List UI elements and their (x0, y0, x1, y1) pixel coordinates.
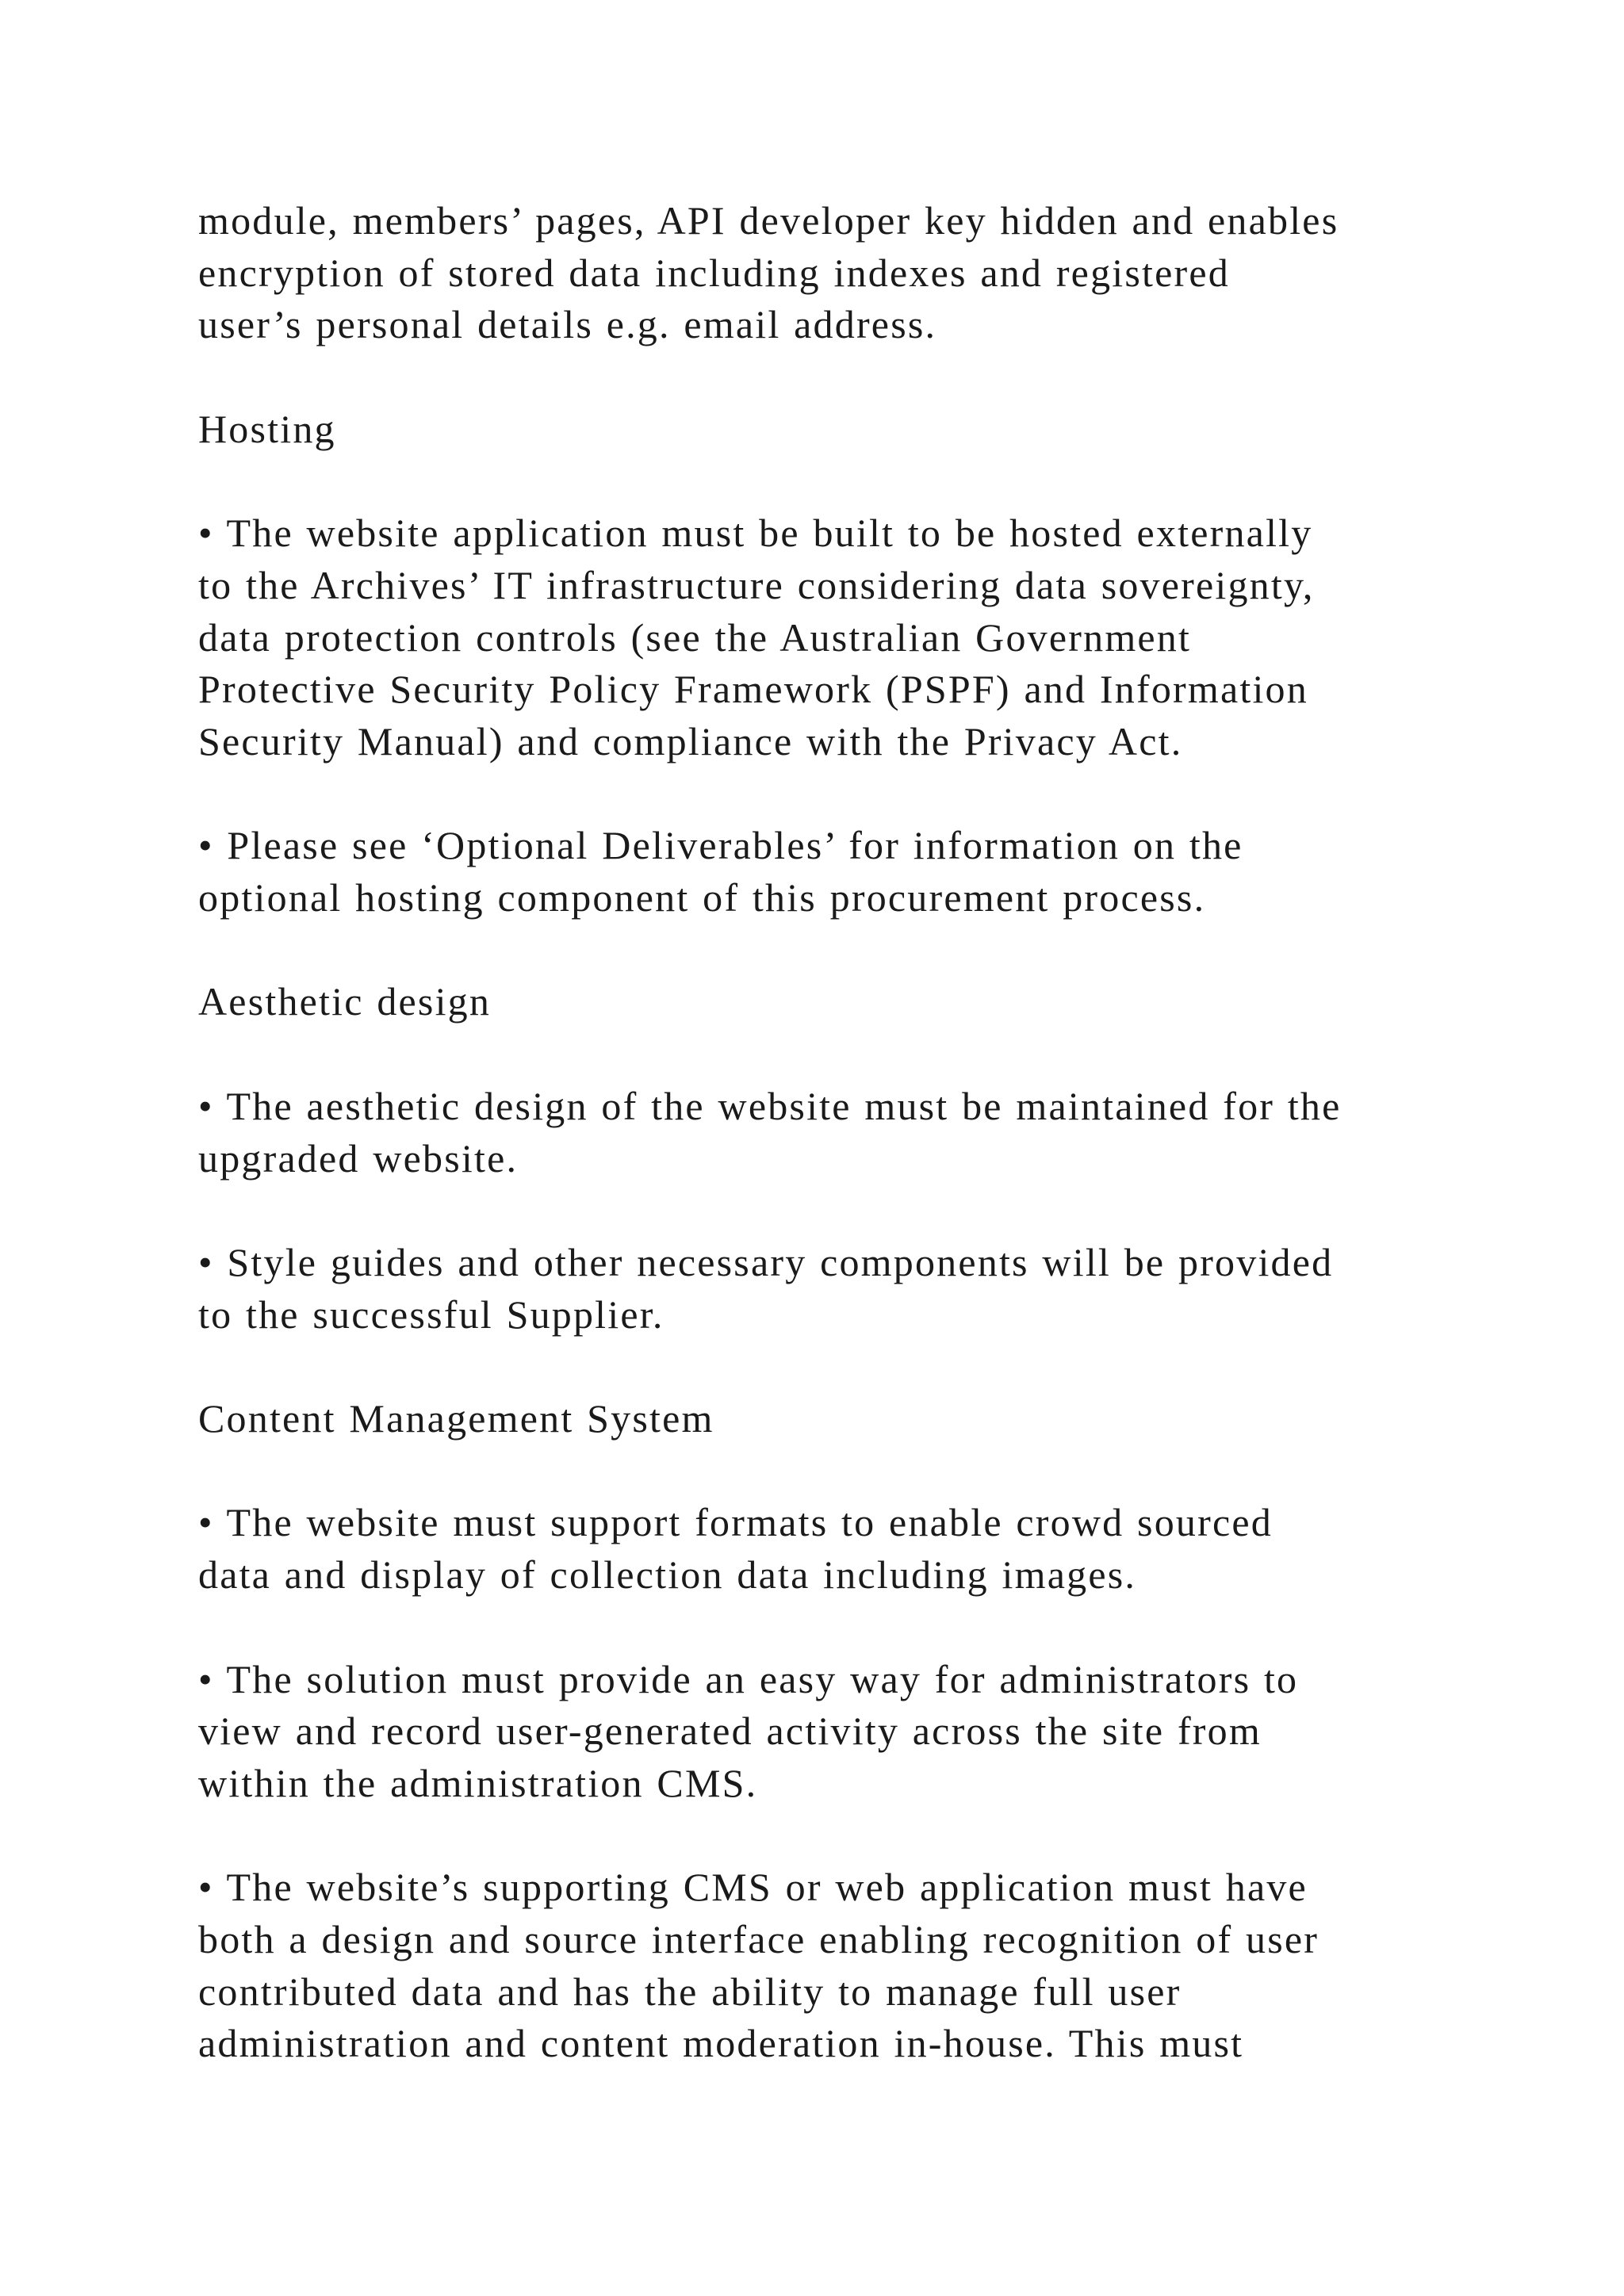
bullet-hosting-external: • The website application must be built to be hosted externally to the Archives’ IT infrastructure considering data sovereignty, data protection controls (see the Australian Government Protective Security Policy Framework (PSPF) and Information Security Manual) and compliance with the Privacy Act. (198, 511, 1315, 763)
bullet-cms-interface: • The website’s supporting CMS or web application must have both a design and source interface enabling recognition of user contributed data and has the ability to manage full user administration and content moderation in-house. This must (198, 1865, 1320, 2066)
heading-content-management-system: Content Management System (198, 1396, 714, 1441)
bullet-crowd-sourced-data: • The website must support formats to enable crowd sourced data and display of collection data including images. (198, 1500, 1273, 1598)
heading-aesthetic-design: Aesthetic design (198, 979, 492, 1024)
bullet-admin-activity: • The solution must provide an easy way for administrators to view and record user-generated activity across the site from within the administration CMS. (198, 1656, 1299, 1805)
bullet-optional-deliverables: • Please see ‘Optional Deliverables’ for information on the optional hosting component of this procurement process. (198, 823, 1243, 920)
heading-hosting: Hosting (198, 406, 336, 451)
bullet-aesthetic-maintained: • The aesthetic design of the website must be maintained for the upgraded website. (198, 1083, 1342, 1181)
document-body (198, 195, 1515, 2070)
bullet-style-guides: • Style guides and other necessary components will be provided to the successful Supplier. (198, 1239, 1334, 1337)
paragraph-continuation: module, members’ pages, API developer key hidden and enables encryption of stored data including indexes and registered user’s personal details e.g. email address. (198, 198, 1339, 347)
